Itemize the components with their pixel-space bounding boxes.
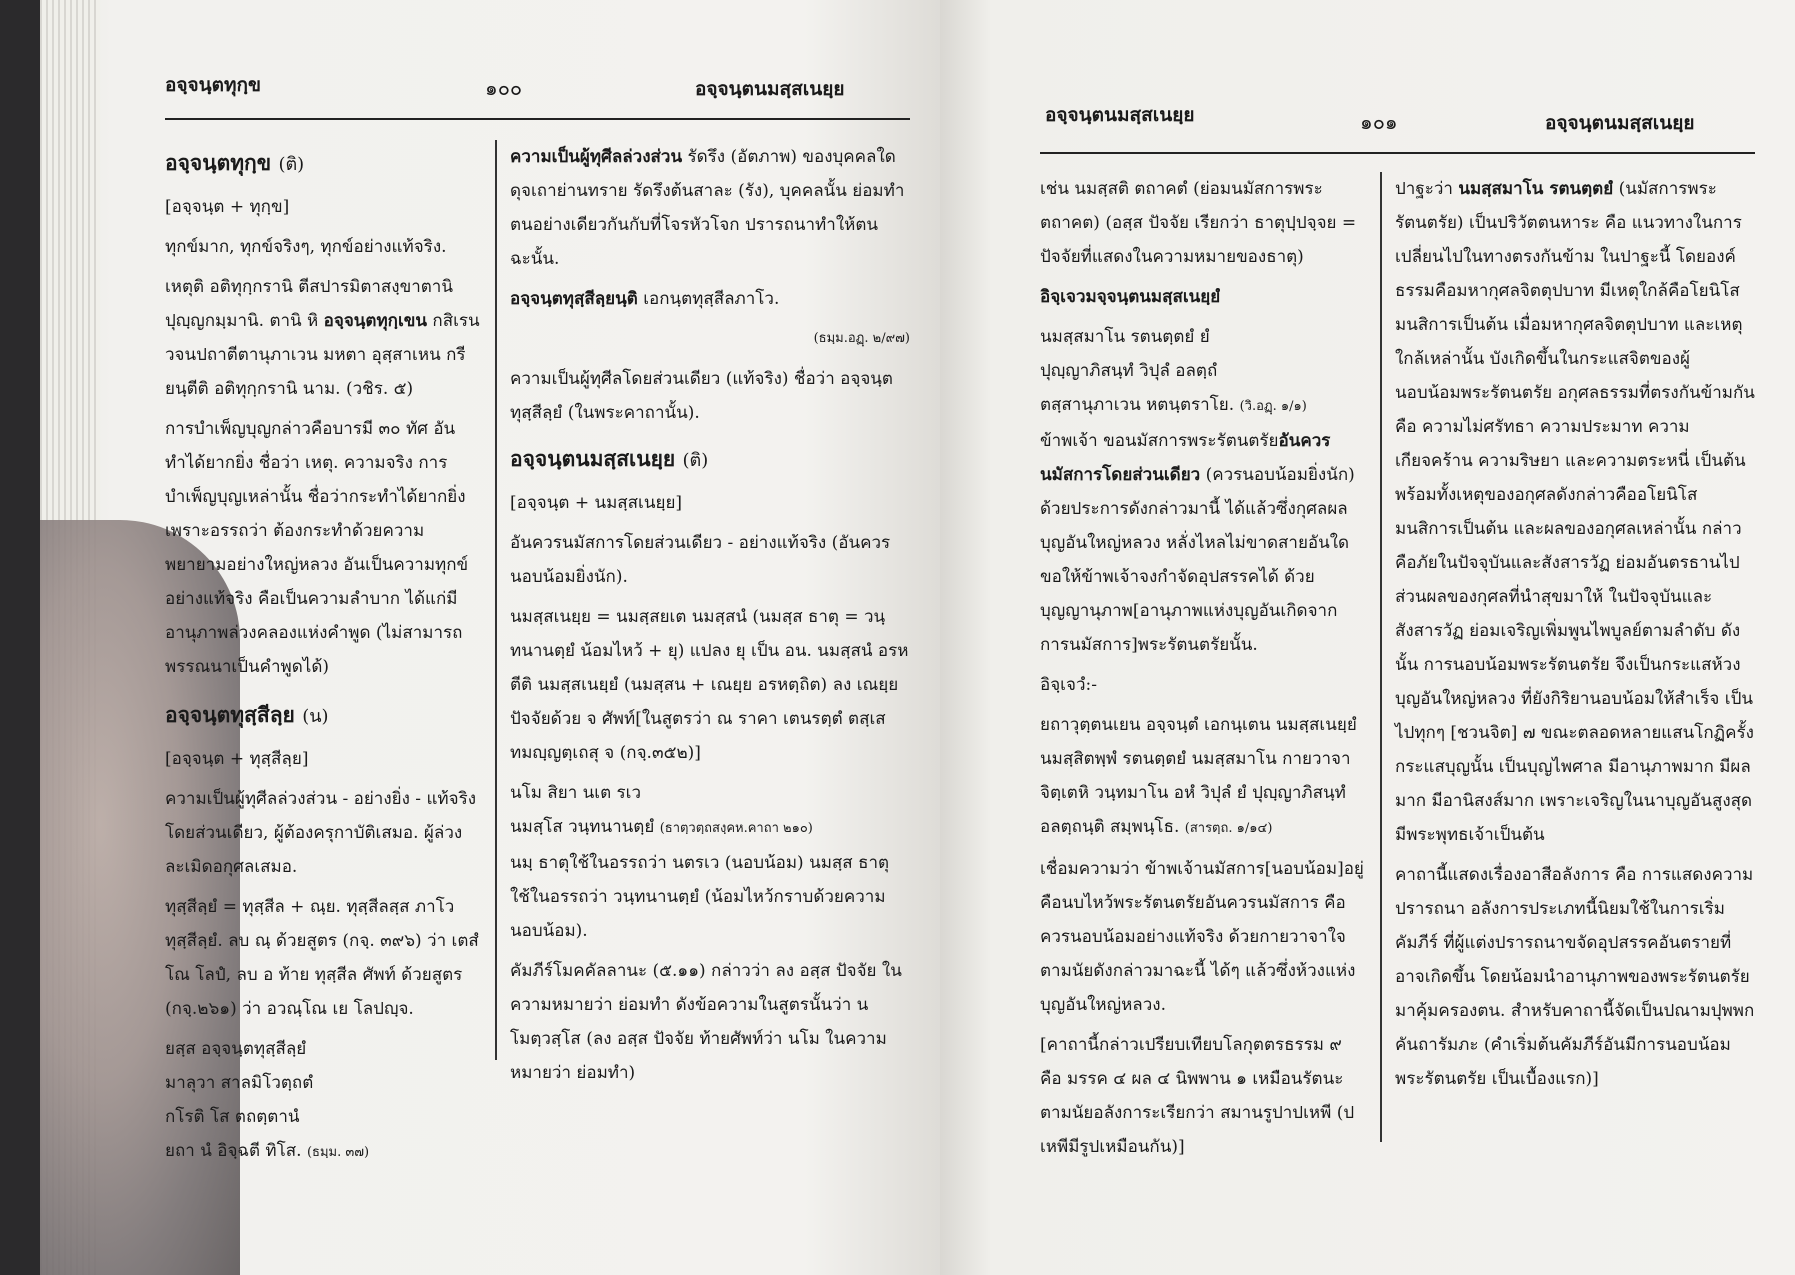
pali-quote: เหตุติ อติทุกฺกรานิ ตีสปารมิตาสงฺขาตานิ ปุญฺญกมฺมานิ. ตานิ หิ อจฺจนฺตทุกฺเขน กสิเรน วจนปถาตีตานุภาเวน มหตา อุสฺสาเหน กรียนฺตีติ อติทุกฺกรานิ นาม. (วชิร. ๕) [165, 277, 480, 399]
translation: ข้าพเจ้า ขอนมัสการพระรัตนตรัยอันควรนมัสการโดยส่วนเดียว (ควรนอบน้อมยิ่งนัก) ด้วยประการดังกล่าวมานี้ ได้แล้วซึ่งกุศลผลบุญอันใหญ่หลวง หลั่งไหลไม่ขาดสายอันใด ขอให้ข้าพเจ้าจงกำจัดอุปสรรคได้ ด้วยบุญญานุภาพ[อานุภาพแห่งบุญอันเกิดจากการนมัสการ]พระรัตนตรัยนั้น. [1040, 431, 1355, 655]
translation: เชื่อมความว่า ข้าพเจ้านมัสการ[นอบน้อม]อยู่ คือนบไหว้พระรัตนตรัยอันควรนมัสการ คือควรนอบน้อมอย่างแท้จริง ด้วยกายวาจาใจ ตามนัยดังกล่าวมาฉะนี้ ได้ๆ แล้วซึ่งห้วงแห่งบุญอันใหญ่หลวง. [1040, 859, 1364, 1015]
continuation: เช่น นมสฺสติ ตถาคตํ (ย่อมนมัสการพระตถาคต) (อสฺส ปัจจัย เรียกว่า ธาตุปฺปจฺจย = ปัจจัยที่แสดงในความหมายของธาตุ) [1040, 179, 1357, 267]
left-column-1 [165, 140, 480, 1170]
commentary: ยถาวุตฺตนเยน อจฺจนฺตํ เอกนฺเตน นมสฺสเนยฺยํ นมสฺสิตพฺพํ รตนตฺตยํ นมสฺสมาโน กายวาจาจิตฺเตหิ วนฺทมาโน อหํ วิปุลํ ยํ ปุญฺญาภิสนฺทํ อลตฺถนฺติ สมฺพนฺโธ. (สารตฺถ. ๑/๑๔) [1040, 715, 1357, 837]
etymology: [อจฺจนฺต + นมสฺสเนยฺย] [510, 493, 683, 513]
right-page [940, 0, 1795, 1275]
translation: ความเป็นผู้ทุศีลล่วงส่วน รัดรึง (อัตภาพ) ของบุคคลใด ดุจเถาย่านทราย รัดรึงต้นสาละ (รัง), บุคคลนั้น ย่อมทำตนอย่างเดียวกันกับที่โจรหัวโจก ปรารถนาทำให้ตนฉะนั้น. [510, 147, 905, 269]
header-rule [1040, 152, 1755, 154]
running-header-left: อจฺจนฺตทุกฺข [165, 74, 262, 96]
verse: นมสฺสมาโน รตนตฺตยํ ยํ ปุญฺญาภิสนฺทํ วิปุลํ อลตฺถํ ตสฺสานุภาเวน หตนฺตราโย. (วิ.อฏฺ. ๑/๑) [1040, 327, 1307, 415]
etymology: [อจฺจนฺต + ทุสฺสีลฺย] [165, 749, 309, 769]
note: [คาถานี้กล่าวเปรียบเทียบโลกุตตรธรรม ๙ คือ มรรค ๔ ผล ๔ นิพพาน ๑ เหมือนรัตนะ ตามนัยอลังการะเรียกว่า สมานรูปาปเหพี (ปเหพีมีรูปเหมือนกัน)] [1040, 1035, 1355, 1157]
headword: อจฺจนฺตทุกฺข (ติ) [165, 150, 305, 175]
headword: อจฺจนฺตนมสฺสเนยฺย (ติ) [510, 446, 709, 471]
running-header-left: อจฺจนฺตนมสฺสเนยฺย [1045, 104, 1195, 126]
definition: อันควรนมัสการโดยส่วนเดียว - อย่างแท้จริง (อันควรนอบน้อมยิ่งนัก). [510, 533, 891, 587]
page-number: ๑๐๐ [485, 76, 523, 100]
verse: ยสฺส อจฺจนฺตทุสฺสีลฺยํ มาลุวา สาลมิโวตฺถตํ กโรติ โส ตถตฺตานํ ยถา นํ อิจฺฉตี ทิโส. (ธมฺม. ๓๗) [165, 1039, 370, 1161]
commentary-quote: อจฺจนฺตทุสฺสีลฺยนฺติ เอกนฺตทุสฺสีลภาโว. [510, 289, 780, 309]
explanation: ปาฐะว่า นมสฺสมาโน รตนตฺตยํ (นมัสการพระรัตนตรัย) เป็นปริวัตตนหาระ คือ แนวทางในการเปลี่ยนไปในทางตรงกันข้าม ในปาฐะนี้ โดยองค์ธรรมคือมหากุศลจิตตุปบาท มีเหตุใกล้คือโยนิโสมนสิการเป็นต้น เมื่อมหากุศลจิตตุปบาท และเหตุใกล้เหล่านั้น บังเกิดขึ้นในกระแสจิตของผู้นอบน้อมพระรัตนตรัย อกุศลธรรมที่ตรงกันข้ามกันคือ ความไม่ศรัทธา ความประมาท ความเกียจคร้าน ความริษยา และความตระหนี่ เป็นต้น พร้อมทั้งเหตุของอกุศลดังกล่าวคืออโยนิโสมนสิการเป็นต้น และผลของอกุศลเหล่านั้น กล่าวคือภัยในปัจจุบันและสังสารวัฏ ย่อมอันตรธานไป ส่วนผลของกุศลที่นำสุขมาให้ ในปัจจุบันและสังสารวัฏ ย่อมเจริญเพิ่มพูนไพบูลย์ตามลำดับ ดังนั้น การนอบน้อมพระรัตนตรัย จึงเป็นกระแสห้วงบุญอันใหญ่หลวง ที่ยังกิริยานอบน้อมให้สำเร็จ เป็นไปทุกๆ [ชวนจิต] ๗ ขณะตลอดหลายแสนโกฏิครั้ง กระแสบุญนั้น เป็นบุญไพศาล มีอานุภาพมาก มีผลมาก มีอานิสงส์มาก เพราะเจริญในนาบุญอันสูงสุดมีพระพุทธเจ้าเป็นต้น [1395, 179, 1755, 845]
running-header-right: อจฺจนฺตนมสฺสเนยฺย [1545, 112, 1695, 134]
headword: อจฺจนฺตทุสฺสีลฺย (น) [165, 702, 329, 727]
page-number: ๑๐๑ [1360, 110, 1398, 134]
grammar-note: ทุสฺสีลฺยํ = ทุสฺสีล + ณฺย. ทุสฺสีลสฺส ภาโว ทุสฺสีลฺยํ. ลบ ณฺ ด้วยสูตร (กจฺ. ๓๙๖) ว่า เตสํ โณ โลปํ, ลบ อ ท้าย ทุสฺสีล ศัพท์ ด้วยสูตร (กจฺ.๒๖๑) ว่า อวณฺโณ เย โลปญฺจ. [165, 897, 479, 1019]
grammar-note: นมสฺสเนยฺย = นมสฺสยเต นมสฺสนํ (นมสฺส ธาตุ = วนฺทนานตฺยํ น้อมไหว้ + ยุ) แปลง ยุ เป็น อน. นมสฺสนํ อรหตีติ นมสฺสเนยฺยํ (นมสฺสน + เณยฺย อรหตฺถิต) ลง เณยฺย ปัจจัยด้วย จ ศัพท์[ในสูตรว่า ณ ราคา เตนรตฺตํ ตสฺเสทมญฺญตฺเถสุ จ (กจฺ.๓๕๒)] [510, 607, 909, 763]
running-header-right: อจฺจนฺตนมสฺสเนยฺย [695, 78, 845, 100]
verse-heading: อิจฺเจวมจฺจนฺตนมสฺสเนยฺยํ [1040, 287, 1221, 307]
right-column-1 [1040, 172, 1365, 1170]
definition: ทุกข์มาก, ทุกข์จริงๆ, ทุกข์อย่างแท้จริง. [165, 237, 447, 257]
column-rule [1380, 172, 1382, 1142]
left-page [40, 0, 940, 1275]
verse: นโม สิยา นเต รเว นมสฺโส วนฺทนานตฺยํ (ธาตฺวตฺถสงฺคห.คาถา ๒๑๐) [510, 783, 813, 837]
label: อิจฺเจวํ:- [1040, 675, 1097, 695]
explanation: นมฺ ธาตุใช้ในอรรถว่า นตรเว (นอบน้อม) นมสฺส ธาตุ ใช้ในอรรถว่า วนฺทนานตฺยํ (น้อมไหว้กราบด้วยความนอบน้อม). [510, 853, 890, 941]
translation: ความเป็นผู้ทุศีลโดยส่วนเดียว (แท้จริง) ชื่อว่า อจฺจนฺตทุสฺสีลฺยํ (ในพระคาถานั้น). [510, 369, 893, 423]
explanation: คาถานี้แสดงเรื่องอาสีอลังการ คือ การแสดงความปรารถนา อลังการประเภทนี้นิยมใช้ในการเริ่มคัมภีร์ ที่ผู้แต่งปรารถนาขจัดอุปสรรคอันตรายที่อาจเกิดขึ้น โดยน้อมนำอานุภาพของพระรัตนตรัยมาคุ้มครองตน. สำหรับคาถานี้จัดเป็นปณามปุพพกคันถารัมภะ (คำเริ่มต้นคัมภีร์อันมีการนอบน้อมพระรัตนตรัย เป็นเบื้องแรก)] [1395, 865, 1755, 1089]
citation: (ธมฺม.อฏฺ. ๒/๙๗) [813, 331, 910, 346]
explanation: คัมภีร์โมคคัลลานะ (๕.๑๑) กล่าวว่า ลง อสฺส ปัจจัย ในความหมายว่า ย่อมทำ ดังข้อความในสูตรนั้นว่า นโมตฺวสฺโส (ลง อสฺส ปัจจัย ท้ายศัพท์ว่า นโม ในความหมายว่า ย่อมทำ) [510, 961, 902, 1083]
right-column-2 [1395, 172, 1755, 1102]
etymology: [อจฺจนฺต + ทุกฺข] [165, 197, 290, 217]
definition: ความเป็นผู้ทุศีลล่วงส่วน - อย่างยิ่ง - แท้จริงโดยส่วนเดียว, ผู้ต้องครุกาบัติเสมอ. ผู้ล่วงละเมิดอกุศลเสมอ. [165, 789, 477, 877]
left-column-2 [510, 140, 910, 1096]
header-rule [165, 118, 910, 120]
translation: การบำเพ็ญบุญกล่าวคือบารมี ๓๐ ทัศ อันทำได้ยากยิ่ง ชื่อว่า เหตุ. ความจริง การบำเพ็ญบุญเหล่านั้น ชื่อว่ากระทำได้ยากยิ่ง เพราะอรรถว่า ต้องกระทำด้วยความพยายามอย่างใหญ่หลวง อันเป็นความทุกข์อย่างแท้จริง คือเป็นความลำบาก ได้แก่มีอานุภาพล่วงคลองแห่งคำพูด (ไม่สามารถพรรณนาเป็นคำพูดได้) [165, 419, 469, 677]
column-rule [495, 140, 497, 1060]
